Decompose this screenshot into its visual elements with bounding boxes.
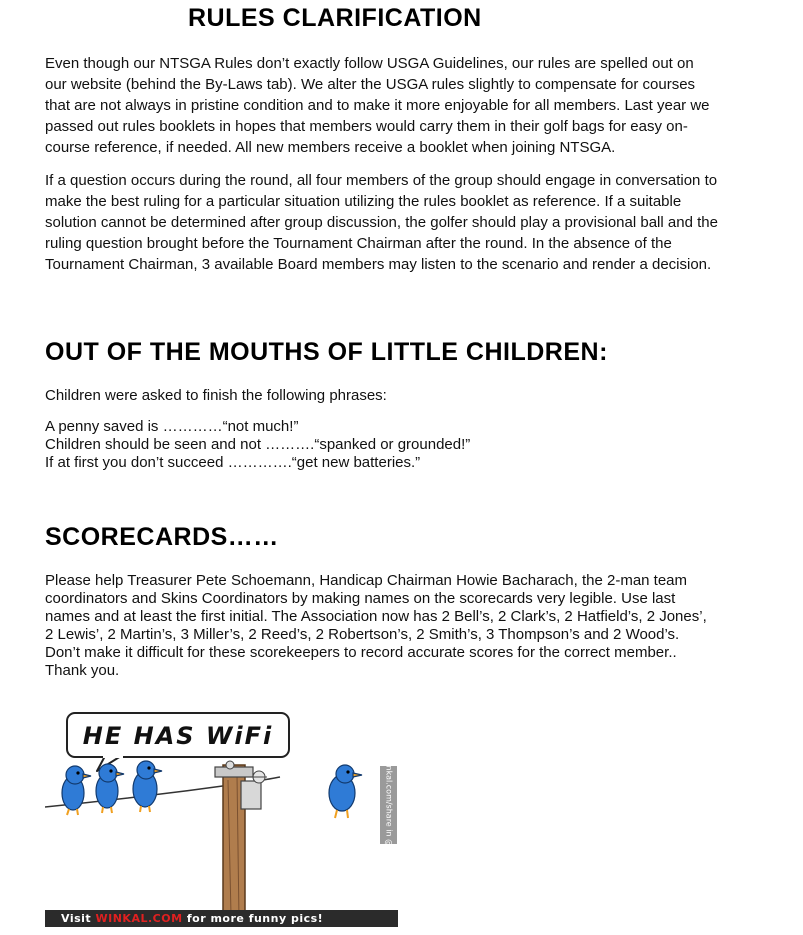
text-line: make the best ruling for a particular situation utilizing the rules booklet as reference. If a suitable — [45, 193, 682, 210]
scorecards-paragraph — [45, 572, 765, 680]
text-line: that are not always in pristine condition and to make it more enjoyable for all members. Last year we — [45, 97, 710, 114]
text-line: names and at least the first initial. The Association now has 2 Bell’s, 2 Clark’s, 2 Hatfield’s, 2 Jones’, — [45, 608, 707, 625]
speech-text: HE HAS WiFi — [82, 722, 274, 750]
phrases-list — [45, 418, 765, 472]
text-line: Please help Treasurer Pete Schoemann, Handicap Chairman Howie Bacharach, the 2-man team — [45, 572, 688, 589]
text-line: Thank you. — [45, 662, 120, 679]
text-line: passed out rules booklets in hopes that members would carry them in their golf bags for easy on- — [45, 118, 688, 135]
side-tag-text: Winkal.com/share in @hj — [384, 755, 393, 855]
phrase-item: A penny saved is …………“not much!” — [45, 418, 299, 435]
rules-paragraph-1 — [45, 53, 765, 158]
footer-brand-link[interactable]: WINKAL.COM — [95, 912, 183, 925]
cartoon-footer-banner — [45, 910, 398, 927]
text-line: our website (behind the By-Laws tab). We alter the USGA rules slightly to compensate for courses — [45, 76, 696, 93]
text-line: If a question occurs during the round, all four members of the group should engage in conversation to — [45, 172, 718, 189]
text-line: course reference, if needed. All new members receive a booklet when joining NTSGA. — [45, 139, 616, 156]
footer-text-pre: Visit — [61, 912, 96, 925]
phrase-item: If at first you don’t succeed ………….“get new batteries.” — [45, 454, 421, 471]
bird-icon — [133, 761, 162, 812]
bird-icon — [96, 764, 124, 813]
utility-pole — [215, 761, 267, 927]
bird-icon — [62, 766, 91, 815]
rules-paragraph-2 — [45, 170, 765, 275]
text-line: coordinators and Skins Coordinators by making names on the scorecards very legible. Use last — [45, 590, 676, 607]
mouths-title: OUT OF THE MOUTHS OF LITTLE CHILDREN: — [45, 338, 608, 366]
speech-bubble — [67, 713, 289, 771]
scorecards-title: SCORECARDS…… — [45, 523, 279, 551]
phrase-item: Children should be seen and not ……….“spanked or grounded!” — [45, 436, 471, 453]
wifi-cartoon-image — [45, 705, 400, 927]
rules-title: RULES CLARIFICATION — [188, 4, 482, 32]
watermark-side-tag — [380, 755, 397, 855]
text-line: Don’t make it difficult for these scorekeepers to record accurate scores for the correct member.. — [45, 644, 677, 661]
bird-group — [62, 761, 162, 815]
mouths-intro: Children were asked to finish the following phrases: — [45, 387, 387, 404]
text-line: solution cannot be determined after group discussion, the golfer should play a provisional ball and the — [45, 214, 718, 231]
text-line: Tournament Chairman, 3 available Board members may listen to the scenario and render a decision. — [45, 256, 712, 273]
text-line: Even though our NTSGA Rules don’t exactly follow USGA Guidelines, our rules are spelled out on — [45, 55, 694, 72]
footer-text-post: for more funny pics! — [182, 912, 324, 925]
text-line: 2 Lewis’, 2 Martin’s, 3 Miller’s, 2 Reed’s, 2 Robertson’s, 2 Smith’s, 3 Thompson’s and 2 Wood’s. — [45, 626, 680, 643]
lone-bird-icon — [329, 765, 362, 818]
text-line: ruling question brought before the Tournament Chairman after the round. In the absence of the — [45, 235, 672, 252]
